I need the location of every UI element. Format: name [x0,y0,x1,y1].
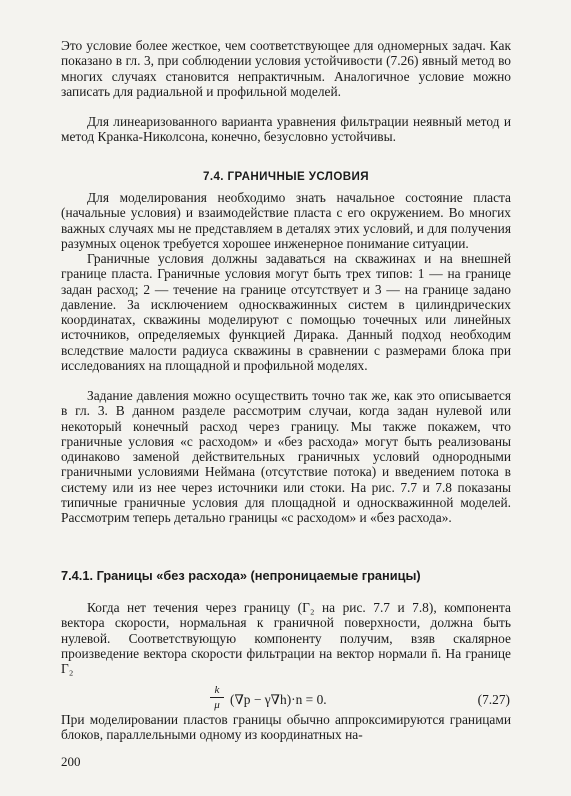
fraction-numerator: k [214,684,220,696]
fraction-denominator: μ [214,699,220,711]
paragraph-2 [61,114,511,145]
paragraph-text: Задание давления можно осуществить точно так же, как это описывается в гл. 3. В данном разделе рассмотрим случаи, когда задан нулевой или некоторый конечный расход через границу. Мы также покажем, что граничные условия «с расходом» и «без расхода» могут быть реализованы одинаково заменой действительных граничных условий однородными граничными условиями Неймана (отсутствие потока) и введением потока в систему или из нее через источники или стоки. На рис. 7.7 и 7.8 показаны типичные граничные условия для площадной и односкважинной моделей. Рассмотрим теперь детально границы «с расходом» и «без расхода». [61,388,511,526]
section-title: 7.4. ГРАНИЧНЫЕ УСЛОВИЯ [202,170,370,183]
subsection-title: 7.4.1. Границы «без расхода» (непроницаемые границы) [61,568,421,583]
paragraph-6 [61,600,511,676]
paragraph-5 [61,388,511,526]
paragraph-text: Когда нет течения через границу (Γ₂ на рис. 7.7 и 7.8), компонента вектора скорости, нормальная к граничной поверхности, должна быть нулевой. Соответствующую компоненту получим, взяв скалярное произведение вектора скорости фильтрации на вектор нормали n̄. На границе Γ₂ [61,600,511,677]
paragraph-text: Это условие более жесткое, чем соответствующее для одномерных задач. Как показано в гл. 3, при соблюдении условия устойчивости (7.26) явный метод во многих случаях становится непрактичным. Аналогичное условие можно записать для радиальной и профильной моделей. [61,38,511,99]
paragraph-text: Для линеаризованного варианта уравнения фильтрации неявный метод и метод Кранка-Николсона, конечно, безусловно устойчивы. [61,114,511,145]
paragraph-4 [61,251,511,373]
fraction-bar [210,697,224,698]
paragraph-text: При моделировании пластов границы обычно аппроксимируются границами блоков, параллельными одному из координатных на- [61,712,511,743]
fraction [210,684,224,711]
equation-number: (7.27) [477,692,510,707]
paragraph-3 [61,190,511,251]
section-heading [61,170,511,183]
page-number: 200 [61,754,81,769]
paragraph-text: Для моделирования необходимо знать начальное состояние пласта (начальные условия) и взаимодействие пласта с его окружением. Во многих важных случаях мы не представляем в деталях этих условий, и для получения разумных оценок требуется хорошее инженерное понимание ситуации. [61,190,511,251]
equation-body: (∇p − γ∇h)·n = 0. [230,692,327,707]
paragraph-text: Граничные условия должны задаваться на скважинах и на внешней границе пласта. Граничные условия могут быть трех типов: 1 — на границе задан расход; 2 — течение на границе отсутствует и 3 — на границе задано давление. За исключением односкважинных систем в цилиндрических координатах, скважины моделируют с помощью точечных или линейных источников, определяемых функцией Дирака. Данный подход необходим вследствие малости радиуса скважины в сравнении с размерами блока при исследованиях на площадной и профильной моделях. [61,251,511,374]
subsection-heading [61,568,511,583]
paragraph-7 [61,712,511,743]
paragraph-1 [61,38,511,99]
